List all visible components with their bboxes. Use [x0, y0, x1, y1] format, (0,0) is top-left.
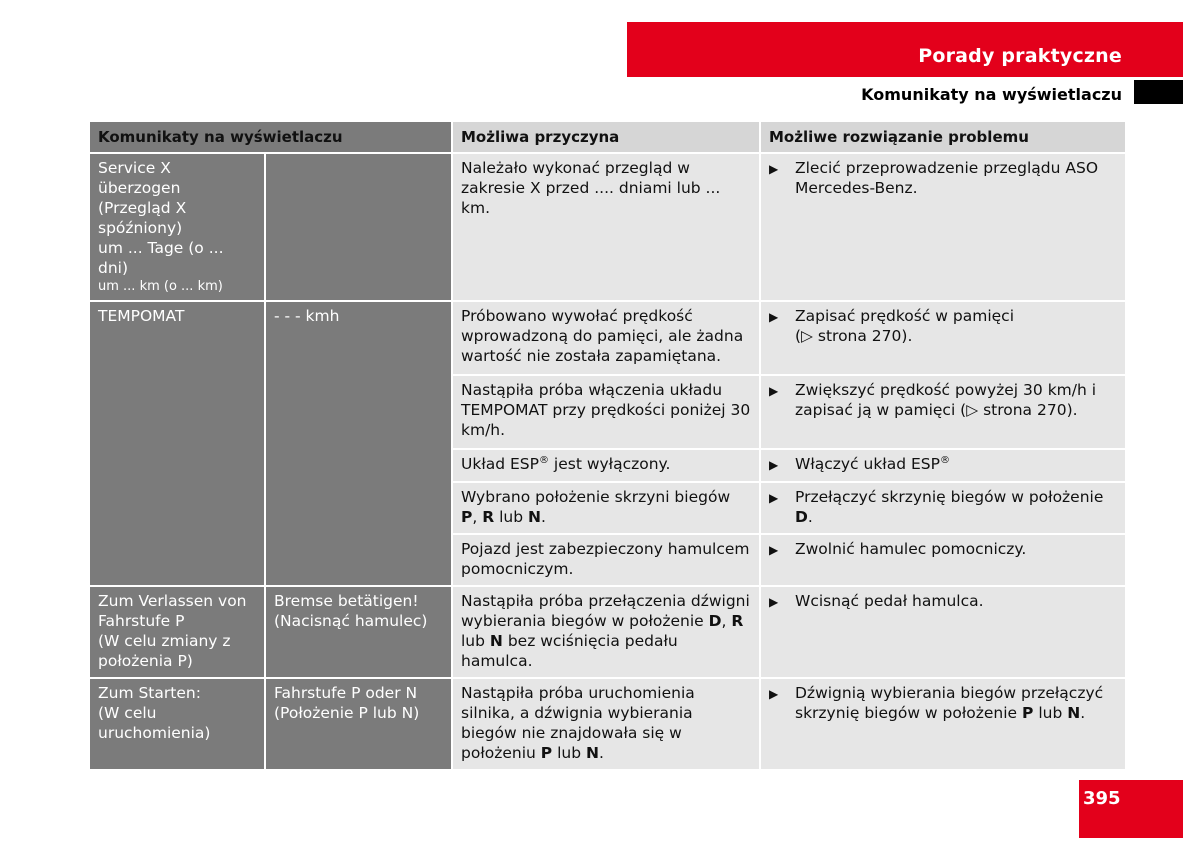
triangle-right-icon: ▶ [769, 384, 779, 398]
message-detail-cell [265, 153, 452, 301]
gear-letter: N [528, 508, 541, 526]
solution-text: (▷ strona 270). [795, 327, 913, 345]
message-line: (W celu zmiany z [98, 632, 231, 650]
gear-letter: N [489, 632, 503, 650]
message-line: uruchomienia) [98, 724, 211, 742]
registered-mark: ® [939, 454, 950, 466]
gear-letter: P [461, 508, 473, 526]
message-cell [89, 586, 265, 678]
gear-letter: D [708, 612, 722, 630]
message-line: (Położenie P lub N) [274, 704, 420, 722]
cause-text: lub [552, 744, 586, 762]
table-row [89, 153, 1126, 301]
solution-text: Zwolnić hamulec pomocniczy. [795, 540, 1027, 558]
message-line: Zum Verlassen von [98, 592, 247, 610]
message-cell: TEMPOMAT [89, 301, 265, 586]
section-marker [1134, 80, 1183, 104]
gear-letter: R [482, 508, 495, 526]
table-row [89, 586, 1126, 678]
cause-cell: Pojazd jest zabezpieczony hamulcem pomocniczym. [452, 534, 760, 586]
solution-cell [760, 375, 1126, 449]
cause-cell: Należało wykonać przegląd w zakresie X przed .... dniami lub ... km. [452, 153, 760, 301]
triangle-right-icon: ▶ [769, 162, 779, 176]
table-row [89, 301, 1126, 375]
triangle-right-icon: ▶ [769, 687, 779, 701]
message-detail-cell [265, 678, 452, 770]
message-line: um ... Tage (o ... dni) [98, 239, 224, 277]
cause-cell [452, 678, 760, 770]
message-line: Fahrstufe P [98, 612, 185, 630]
cause-text: Nastąpiła próba przełączenia dźwigni wybierania biegów w położenie [461, 592, 750, 630]
message-line: (W celu [98, 704, 157, 722]
solution-cell [760, 534, 1126, 586]
message-detail-cell: - - - kmh [265, 301, 452, 586]
page-number: 395 [1083, 788, 1121, 809]
message-line: Service X überzogen [98, 159, 181, 197]
message-line: Fahrstufe P oder N [274, 684, 418, 702]
table-header-row [89, 121, 1126, 153]
header-cause: Możliwa przyczyna [452, 121, 760, 153]
cause-text: lub [494, 508, 528, 526]
cause-cell [452, 449, 760, 482]
cause-text: lub [461, 632, 490, 650]
header-solution: Możliwe rozwiązanie problemu [760, 121, 1126, 153]
cause-text: Układ ESP [461, 455, 539, 473]
message-line: um ... km (o ... km) [98, 279, 223, 294]
header-messages: Komunikaty na wyświetlaczu [89, 121, 452, 153]
gear-letter: P [1022, 704, 1034, 722]
solution-text: Zlecić przeprowadzenie przeglądu ASO Mercedes-Benz. [795, 159, 1099, 197]
cause-cell [452, 482, 760, 534]
solution-cell [760, 678, 1126, 770]
table-row [89, 678, 1126, 770]
registered-mark: ® [538, 454, 549, 466]
message-line: Zum Starten: [98, 684, 201, 702]
gear-letter: N [585, 744, 599, 762]
solution-text: Wcisnąć pedał hamulca. [795, 592, 984, 610]
display-messages-table [88, 120, 1127, 771]
cause-text: jest wyłączony. [548, 455, 671, 473]
solution-cell [760, 153, 1126, 301]
cause-text: . [598, 744, 604, 762]
solution-text: Zapisać prędkość w pamięci [795, 307, 1015, 325]
message-line: spóźniony) [98, 219, 183, 237]
solution-text: lub [1033, 704, 1068, 722]
cause-text: , [472, 508, 483, 526]
message-cell [89, 153, 265, 301]
triangle-right-icon: ▶ [769, 310, 779, 324]
gear-letter: P [540, 744, 553, 762]
solution-text: Zwiększyć prędkość powyżej 30 km/h i zapisać ją w pamięci (▷ strona 270). [795, 381, 1097, 419]
message-line: położenia P) [98, 652, 193, 670]
gear-letter: D [795, 508, 808, 526]
solution-cell [760, 586, 1126, 678]
cause-text: , [721, 612, 732, 630]
solution-text: . [807, 508, 813, 526]
message-cell [89, 678, 265, 770]
triangle-right-icon: ▶ [769, 595, 779, 609]
message-line: Bremse betätigen! [274, 592, 419, 610]
cause-text: Nastąpiła próba uruchomienia silnika, a dźwignia wybierania biegów nie znajdowała się w położeniu [461, 684, 695, 762]
message-detail-cell [265, 586, 452, 678]
gear-letter: N [1067, 704, 1081, 722]
message-line: (Przegląd X [98, 199, 187, 217]
solution-text: Dźwignią wybierania biegów przełączyć skrzynię biegów w położenie [795, 684, 1104, 722]
solution-text: Włączyć układ ESP [795, 455, 940, 473]
cause-cell [452, 586, 760, 678]
solution-cell [760, 449, 1126, 482]
triangle-right-icon: ▶ [769, 458, 779, 472]
triangle-right-icon: ▶ [769, 543, 779, 557]
message-line: (Nacisnąć hamulec) [274, 612, 428, 630]
gear-letter: R [731, 612, 744, 630]
solution-text: . [1080, 704, 1086, 722]
solution-cell [760, 301, 1126, 375]
section-title: Porady praktyczne [918, 45, 1122, 67]
solution-cell [760, 482, 1126, 534]
solution-text: Przełączyć skrzynię biegów w położenie [795, 488, 1104, 506]
cause-text: Wybrano położenie skrzyni biegów [461, 488, 731, 506]
cause-text: . [540, 508, 546, 526]
triangle-right-icon: ▶ [769, 491, 779, 505]
subsection-title: Komunikaty na wyświetlaczu [861, 85, 1122, 104]
cause-cell: Próbowano wywołać prędkość wprowadzoną do pamięci, ale żadna wartość nie została zapamiętana. [452, 301, 760, 375]
cause-cell: Nastąpiła próba włączenia układu TEMPOMAT przy prędkości poniżej 30 km/h. [452, 375, 760, 449]
cause-text: bez wciśnięcia pedału hamulca. [461, 632, 678, 670]
